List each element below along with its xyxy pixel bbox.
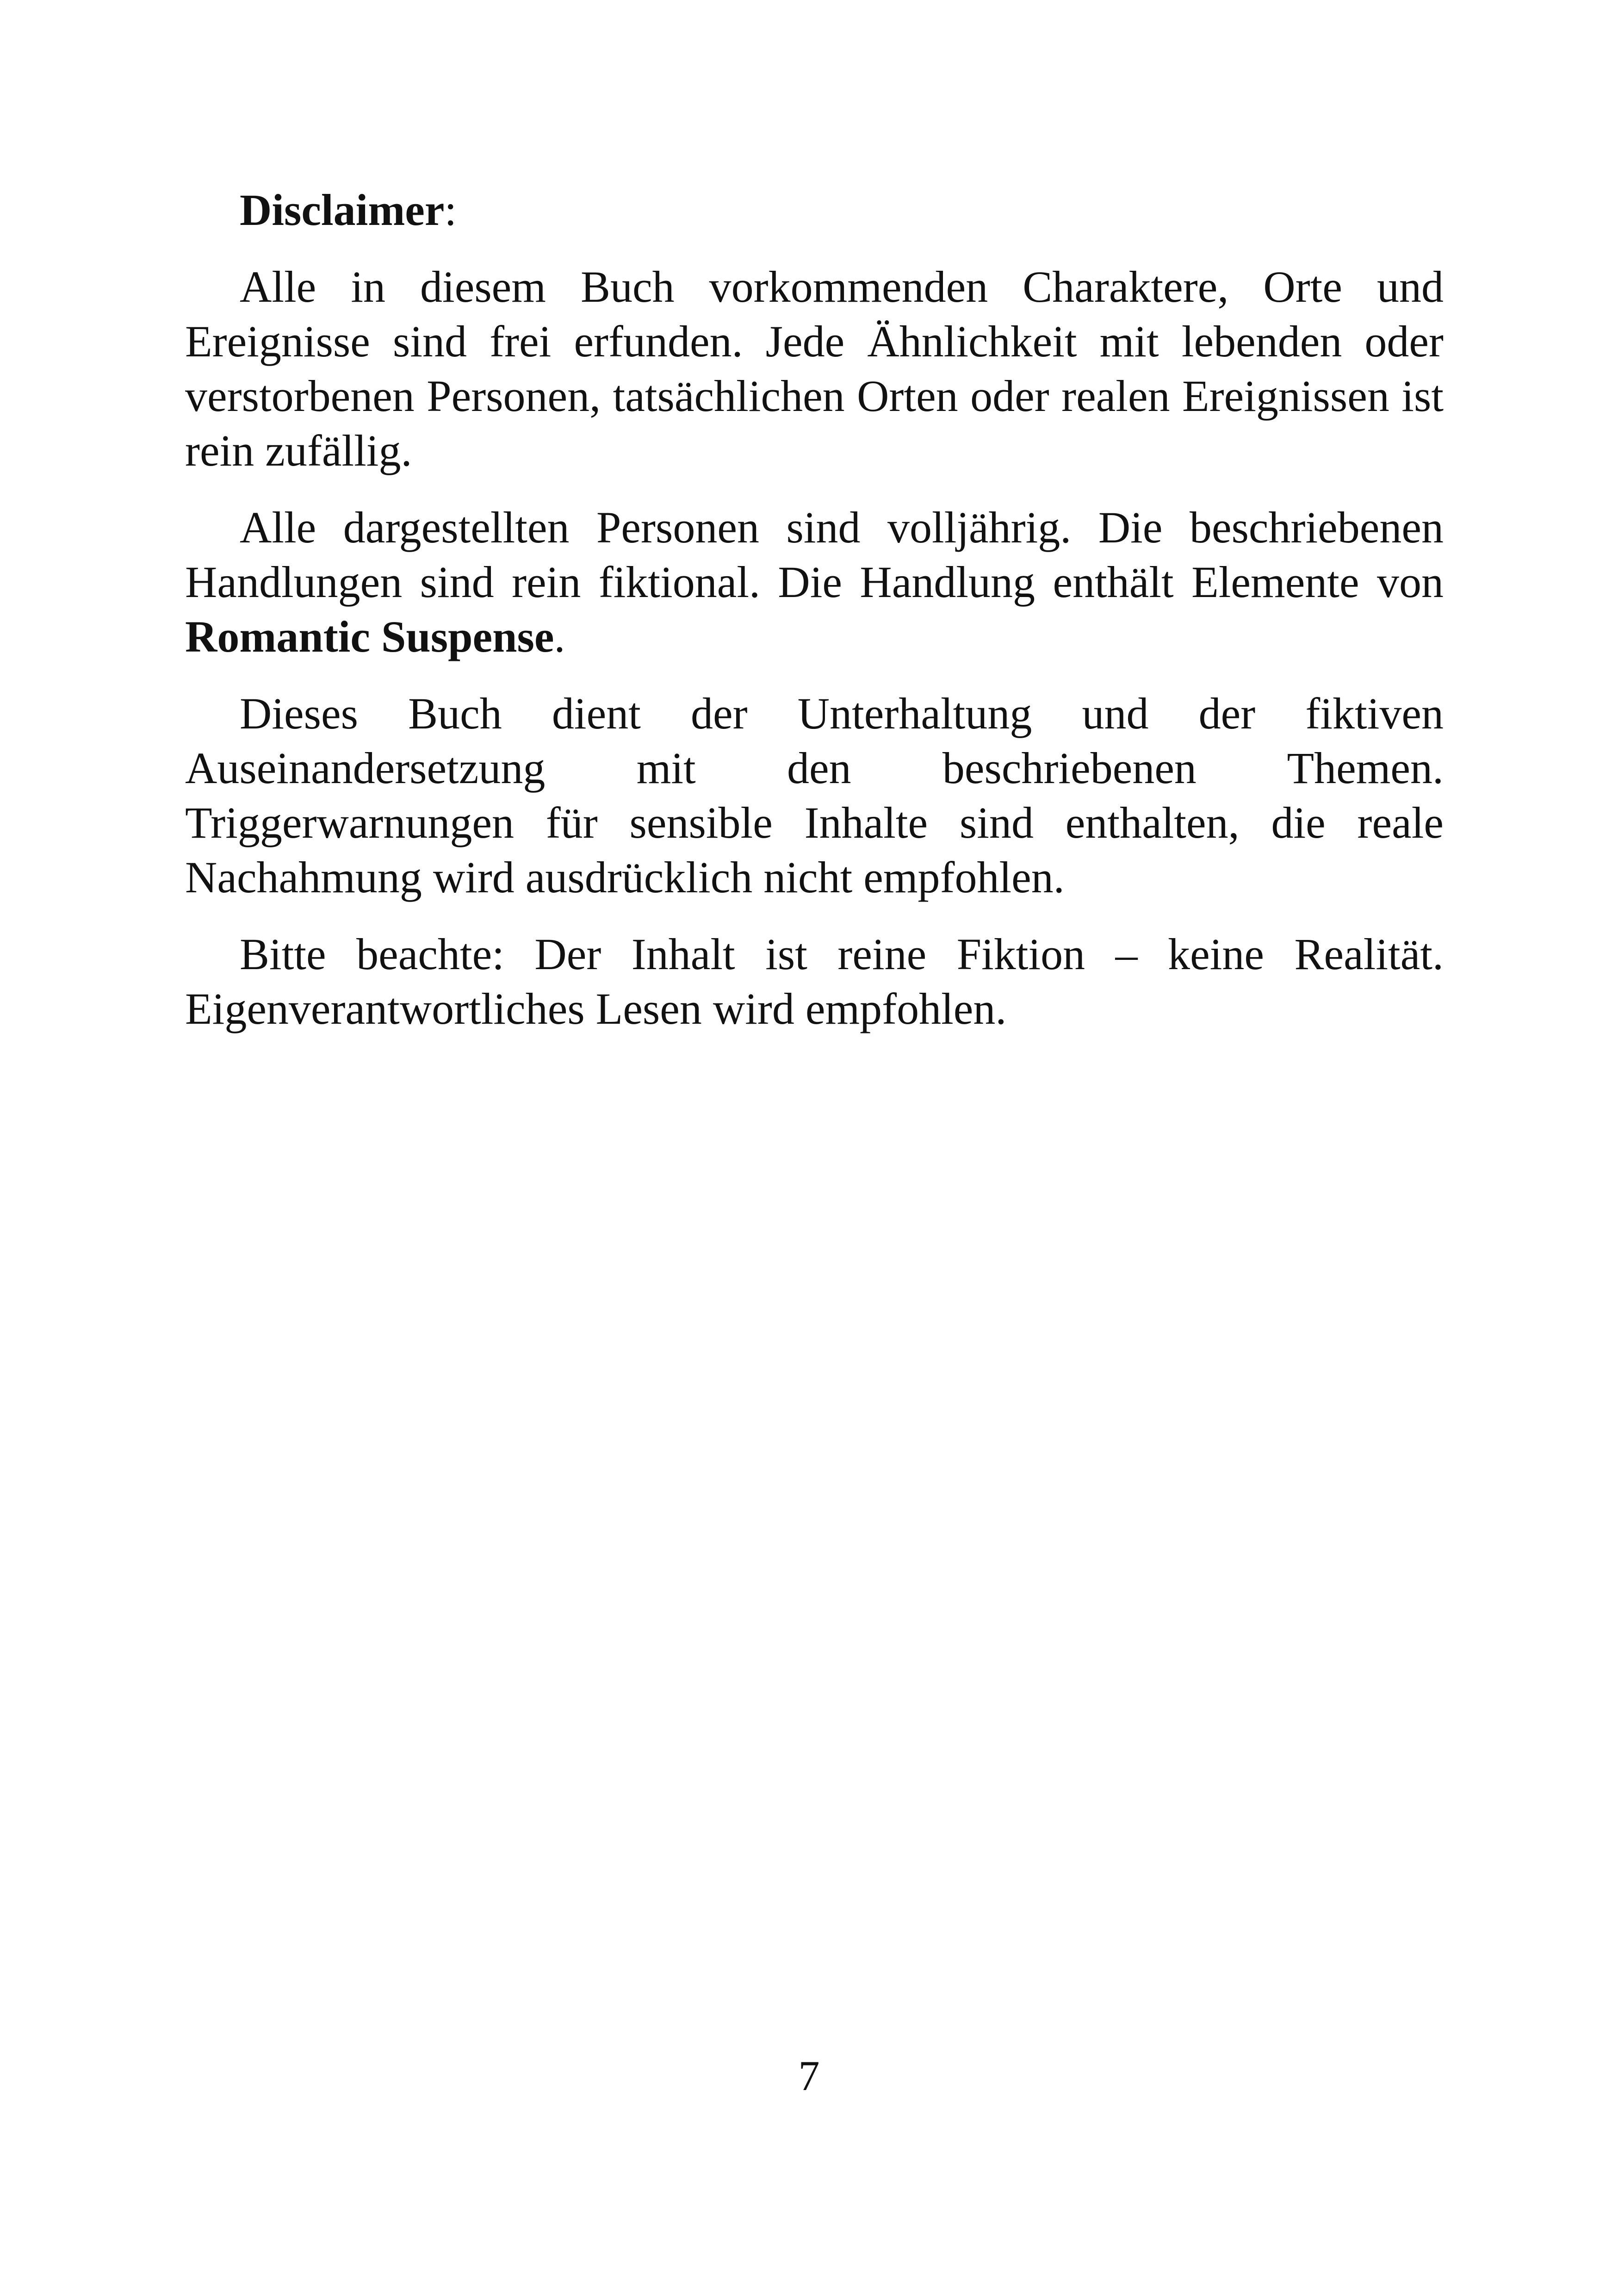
disclaimer-paragraph-4: Bitte beachte: Der Inhalt ist reine Fiktion – keine Realität. Eigenverantwortliches Lesen wird empfohlen. (185, 929, 1444, 1033)
disclaimer-paragraph-1: Alle in diesem Buch vorkommenden Charaktere, Orte und Ereignisse sind frei erfunden. Jede Ähnlichkeit mit lebenden oder verstorbenen Personen, tatsächlichen Orten oder realen Ereignissen ist rein zufällig. (185, 262, 1444, 475)
paragraph-2-period: . (554, 612, 565, 661)
disclaimer-heading-colon: : (444, 185, 457, 235)
disclaimer-heading-label: Disclaimer (240, 185, 445, 235)
paragraph-2-text: Alle dargestellten Personen sind volljährig. Die beschriebenen Handlungen sind rein fiktional. Die Handlung enthält Elemente von (185, 503, 1444, 607)
disclaimer-paragraph-2 (185, 500, 1444, 664)
disclaimer-heading (185, 183, 1444, 237)
genre-label: Romantic Suspense (185, 612, 554, 661)
disclaimer-paragraph-3: Dieses Buch dient der Unterhaltung und der fiktiven Auseinandersetzung mit den beschriebenen Themen. Triggerwarnungen für sensible Inhalte sind enthalten, die reale Nachahmung wird ausdrücklich nicht empfohlen. (185, 689, 1444, 902)
disclaimer-section (185, 183, 1444, 1058)
page-number: 7 (798, 2052, 820, 2099)
